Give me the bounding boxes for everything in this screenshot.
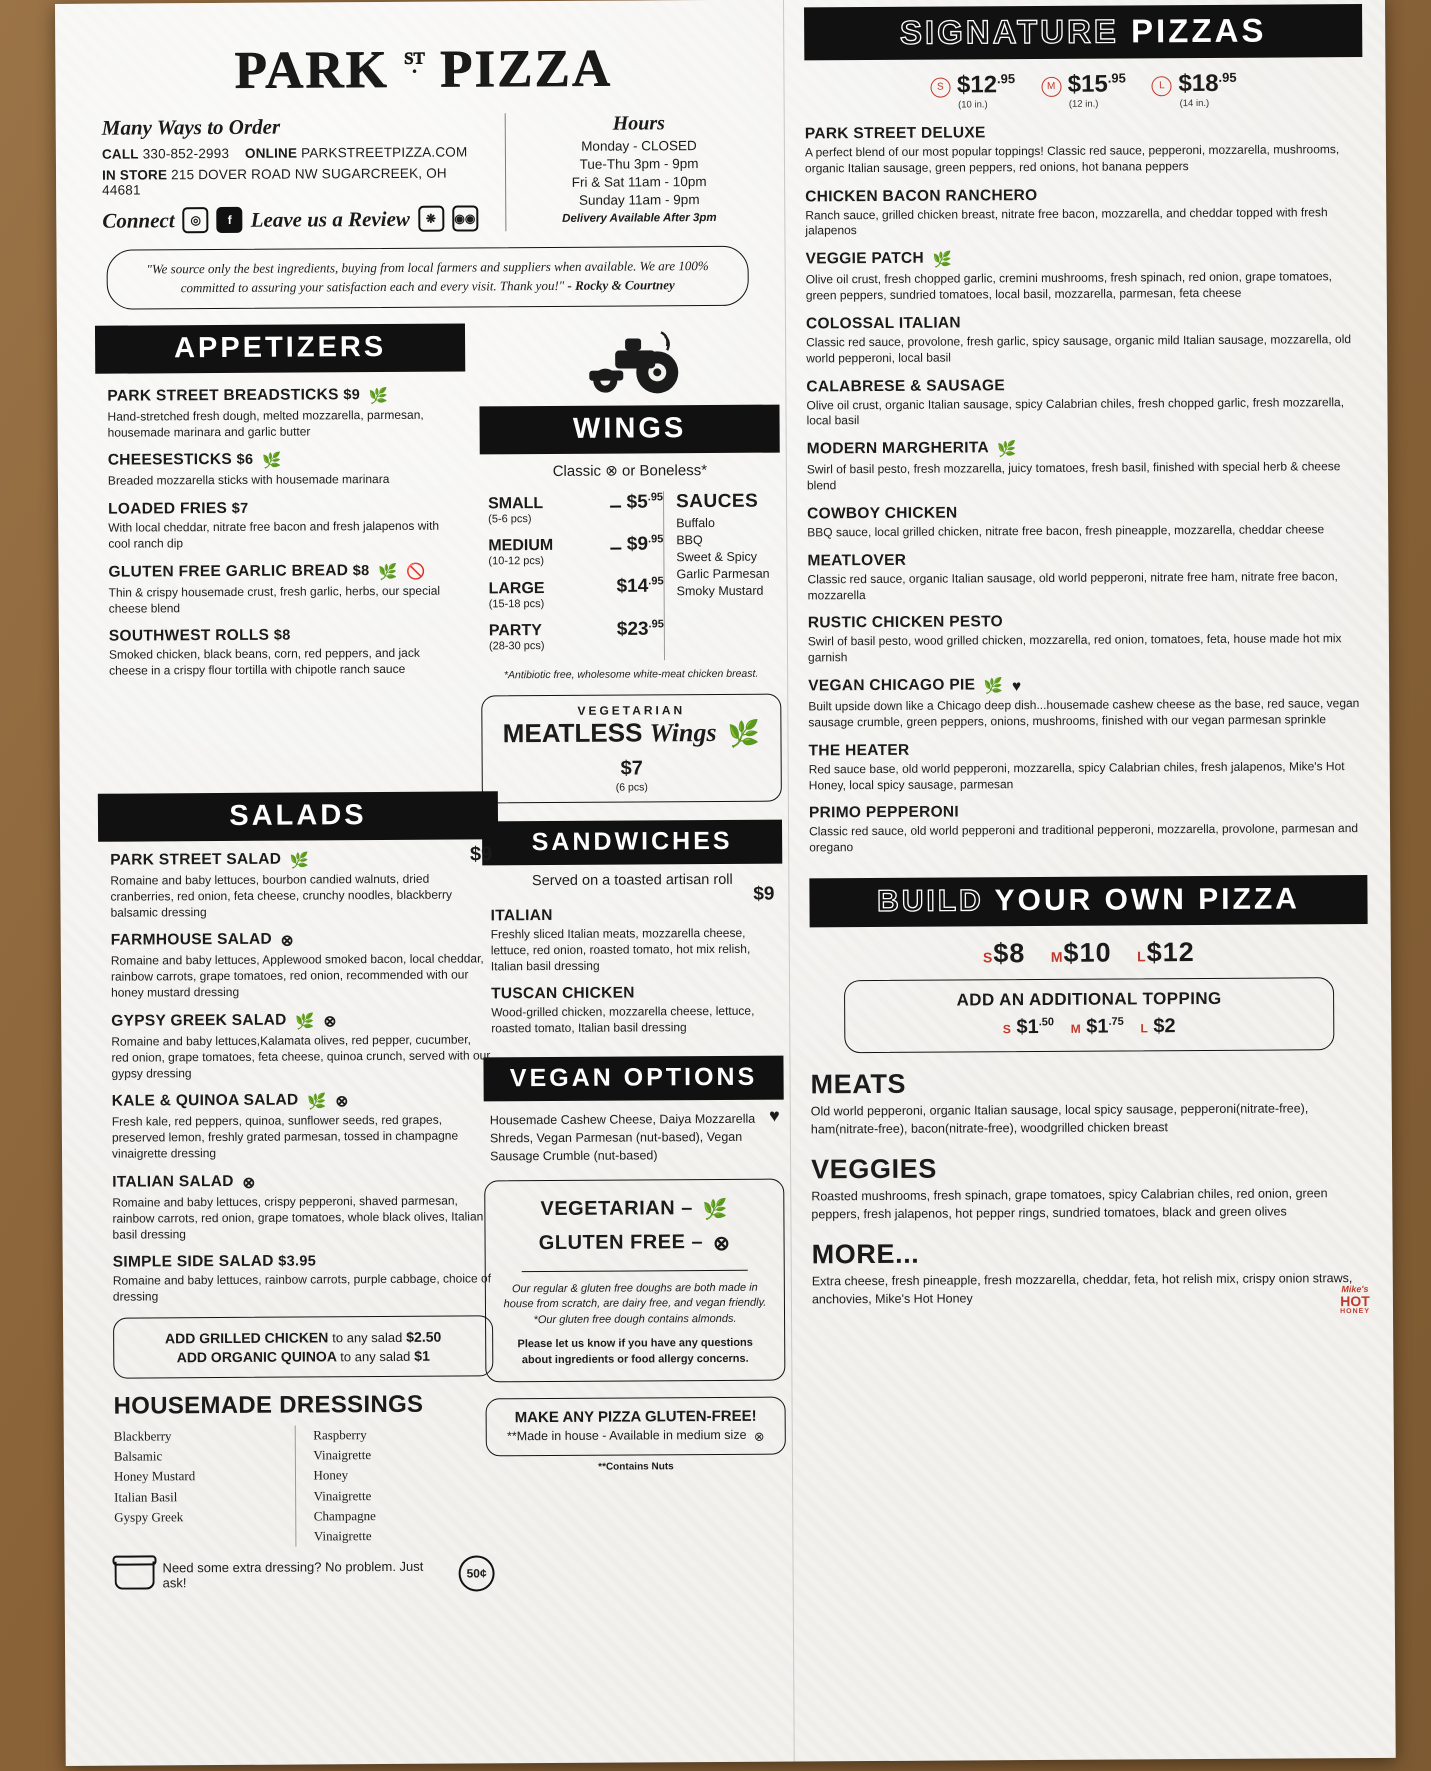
item-price: $3.95: [278, 1253, 317, 1271]
item-name: PRIMO PEPPERONI: [808, 803, 960, 822]
wing-size-row: PARTY (28-30 pcs) $\$23^{.95}$: [488, 617, 664, 653]
vegan-banner: VEGAN OPTIONS: [483, 1056, 783, 1102]
extra-dressing-row: [114, 1555, 494, 1593]
dressings-right: [294, 1424, 494, 1546]
item-name: ITALIAN SALAD: [112, 1172, 234, 1191]
quote-signature: - Rocky & Courtney: [567, 277, 675, 293]
menu-item: [807, 549, 1365, 604]
vegetarian-leaf-icon: 🌿: [307, 1093, 327, 1111]
menu-item: [108, 450, 456, 490]
quote-text: "We source only the best ingredients, buying from local farmers and suppliers when available. We are 100% committed to assuring your satisfaction each and every visit. Thank you!": [146, 258, 709, 296]
menu-item: [491, 984, 777, 1037]
gluten-free-pizza-box: [486, 1397, 786, 1457]
byo-size-letter: M: [1050, 948, 1064, 965]
item-description: Fresh kale, red peppers, quinoa, sunflower seeds, red grapes, preserved lemon, freshly grated parmesan, tossed in champagne vinaigrette dressing: [111, 1113, 459, 1161]
item-name: ITALIAN: [490, 906, 553, 925]
dressing-item: Champagne Vinaigrette: [313, 1507, 376, 1544]
sauce-item: Smoky Mustard: [676, 583, 764, 598]
topping-title: ADD AN ADDITIONAL TOPPING: [956, 988, 1222, 1010]
sauces-title: SAUCES: [676, 490, 759, 512]
menu-item: [805, 185, 1363, 240]
category-title: VEGGIES: [811, 1153, 937, 1185]
salads-banner: SALADS: [98, 791, 498, 841]
restaurant-logo: [63, 38, 783, 102]
item-name: THE HEATER: [808, 741, 910, 760]
vegetarian-leaf-icon: 🌿: [702, 1198, 729, 1221]
category-title: MEATS: [810, 1068, 907, 1100]
item-name: GLUTEN FREE GARLIC BREAD: [108, 562, 349, 581]
vegetarian-key-label: VEGETARIAN –: [540, 1196, 693, 1220]
item-name: GYPSY GREEK SALAD: [111, 1011, 287, 1030]
phone-line: [102, 144, 489, 161]
salads-section: [98, 791, 503, 1593]
wing-size-row: SMALL (5-6 pcs) $\$5^{.95}$: [488, 490, 664, 526]
dressing-cup-icon: [115, 1561, 155, 1589]
wings-section: [465, 321, 786, 1473]
extra-dressing-text: Need some extra dressing? No problem. Just ask!: [162, 1558, 424, 1591]
menu-item: [806, 247, 1364, 304]
menu-item: [110, 849, 490, 921]
meatless-wings-word: Wings: [649, 717, 717, 748]
website-url[interactable]: PARKSTREETPIZZA.COM: [301, 144, 468, 161]
sandwiches-banner: SANDWICHES: [482, 820, 782, 866]
brand-word-2: PIZZA: [439, 39, 613, 99]
byo-size-letter: S: [982, 949, 994, 966]
add-grilled-chicken: ADD GRILLED CHICKEN to any salad $2.50: [164, 1328, 442, 1347]
category-body: Extra cheese, fresh pineapple, fresh mozzarella, cheddar, feta, hot relish mix, crispy onion straws, anchovies, Mike's Hot Honey: [811, 1271, 1353, 1306]
hours-title: Hours: [612, 112, 665, 135]
meatless-vegetarian-label: VEGETARIAN: [577, 703, 686, 718]
gluten-free-icon: ⊗: [280, 933, 294, 951]
tractor-icon: [479, 329, 779, 402]
item-description: Freshly sliced Italian meats, mozzarella cheese, lettuce, red onion, roasted tomato, hot mix relish, Italian basil dressing: [490, 925, 751, 974]
item-name: VEGAN CHICAGO PIE: [808, 676, 976, 695]
item-description: Romaine and baby lettuces, rainbow carrots, purple cabbage, choice of dressing: [112, 1271, 492, 1304]
vegetarian-leaf-icon: 🌿: [289, 852, 310, 870]
leader-line: [610, 548, 621, 550]
item-name: TUSCAN CHICKEN: [491, 984, 635, 1003]
gluten-free-icon: ⊗: [605, 462, 618, 480]
item-name: COLOSSAL ITALIAN: [805, 314, 961, 333]
item-name: PARK STREET SALAD: [110, 850, 282, 869]
size-option: S $\$12^{.95}$ (10 in.): [930, 71, 1015, 111]
signature-title-a: SIGNATURE: [899, 12, 1119, 51]
item-name: SIMPLE SIDE SALAD: [112, 1253, 274, 1272]
item-description: Wood-grilled chicken, mozzarella cheese, lettuce, roasted tomato, Italian basil dressing: [491, 1004, 755, 1036]
left-column: [63, 0, 794, 1766]
allergy-note: Please let us know if you have any questions about ingredients or food allergy concerns.: [517, 1337, 753, 1367]
contains-nuts-note: **Contains Nuts: [598, 1461, 674, 1473]
item-name: MODERN MARGHERITA: [806, 439, 989, 458]
signature-pizza-list: [805, 122, 1367, 856]
dressings-left: [114, 1426, 295, 1548]
vegan-note: Housemade Cashew Cheese, Daiya Mozzarella Shreds, Vegan Parmesan (nut-based), Vegan Sausage Crumble (nut-based): [489, 1111, 756, 1164]
menu-item: [108, 499, 456, 553]
order-info: [102, 113, 506, 233]
header-info: [102, 112, 755, 234]
sauce-item: Garlic Parmesan: [676, 566, 770, 581]
wing-price: 23: [627, 618, 649, 640]
item-description: Olive oil crust, organic Italian sausage, spicy Calabrian chiles, fresh chopped garlic, fresh mozzarella, local basil: [806, 394, 1345, 428]
gf-pizza-headline: MAKE ANY PIZZA GLUTEN-FREE!: [514, 1407, 757, 1427]
size-option: M $\$15^{.95}$ (12 in.): [1041, 70, 1126, 110]
menu-item: [806, 375, 1364, 430]
byo-categories: [810, 1066, 1371, 1316]
wing-size-pcs: (10-12 pcs): [488, 555, 545, 568]
menu-item: [112, 1171, 492, 1243]
hours-line: Monday - CLOSED: [581, 138, 697, 154]
signature-title-b: PIZZAS: [1130, 11, 1267, 50]
vegetarian-leaf-icon: 🌿: [378, 563, 398, 581]
vegan-icon: ♥: [1011, 678, 1022, 696]
yelp-icon[interactable]: ❋: [418, 206, 444, 232]
item-name: VEGGIE PATCH: [805, 250, 925, 268]
hours-line: Fri & Sat 11am - 10pm: [571, 174, 707, 190]
delivery-note: Delivery Available After 3pm: [562, 211, 717, 225]
menu-item: [809, 739, 1367, 794]
sandwiches-served-note: Served on a toasted artisan roll: [531, 871, 733, 890]
menu-item: [807, 437, 1365, 494]
item-description: BBQ sauce, local grilled chicken, nitrate free bacon, fresh pineapple, mozzarella, cheddar cheese: [807, 522, 1325, 540]
dressing-item: Honey Vinaigrette: [313, 1467, 372, 1503]
salads-base-price: $9: [469, 843, 493, 866]
item-name: CHICKEN BACON RANCHERO: [805, 186, 1038, 206]
item-name: CHEESESTICKS: [107, 451, 233, 470]
dressing-item: Honey Mustard: [113, 1468, 196, 1485]
dressing-item: Blackberry Balsamic: [113, 1428, 172, 1464]
item-description: Romaine and baby lettuces, crispy pepperoni, shaved parmesan, rainbow carrots, red onion, grape tomatoes, whole black olives, Italian basil dressing: [112, 1193, 484, 1242]
item-price: $6: [236, 452, 254, 469]
item-price: $8: [352, 562, 370, 580]
instore-label: IN STORE: [102, 167, 168, 183]
glutenfree-key-label: GLUTEN FREE –: [538, 1230, 704, 1254]
menu-item: [111, 1010, 491, 1082]
menu-item: [108, 561, 456, 617]
size-dollars: 12: [970, 71, 998, 99]
item-description: Classic red sauce, old world pepperoni and traditional pepperoni, mozzarella, provolone, parmesan and oregano: [809, 821, 1359, 855]
right-column: [783, 0, 1395, 1762]
item-name: CALABRESE & SAUSAGE: [806, 376, 1006, 396]
gluten-free-icon: 🚫: [406, 563, 427, 581]
menu-item: [113, 1252, 493, 1306]
gluten-free-icon: ⊗: [323, 1013, 337, 1031]
item-name: PARK STREET DELUXE: [804, 124, 986, 143]
menu-item: [808, 611, 1366, 666]
item-name: MEATLOVER: [807, 551, 907, 570]
vegetarian-leaf-icon: 🌿: [261, 452, 282, 471]
divider: [522, 1269, 748, 1271]
vegetarian-glutenfree-box: [484, 1178, 785, 1383]
appetizers-banner: APPETIZERS: [95, 323, 465, 373]
byo-size-letter: L: [1137, 948, 1147, 965]
instagram-icon[interactable]: ◎: [183, 207, 209, 233]
gluten-free-icon: ⊗: [335, 1093, 349, 1111]
item-price: $8: [273, 628, 291, 645]
wing-size-row: LARGE (15-18 pcs) $\$14^{.95}$: [488, 575, 664, 611]
signature-sizes: [804, 69, 1362, 111]
topping-prices: S $\$1^{.50}$ M $\$1^{.75}$ L $2: [1002, 1015, 1176, 1039]
salad-addons-box: [113, 1315, 493, 1378]
online-label: ONLINE: [244, 145, 298, 161]
menu-item: [807, 502, 1365, 541]
item-description: Red sauce base, old world pepperoni, mozzarella, spicy Calabrian chiles, fresh jalapenos, Mike's Hot Honey, local spicy sausage, parmesan: [808, 758, 1345, 792]
vegan-icon: ♥: [769, 1105, 780, 1126]
hours-info: [505, 112, 755, 232]
item-description: Classic red sauce, provolone, fresh garlic, spicy sausage, organic mild Italian sausage, mozzarella, old world pepperoni, local basil: [806, 332, 1352, 366]
leader-line: [610, 506, 621, 508]
wing-sauces: [663, 490, 781, 660]
social-row: [102, 205, 489, 233]
item-description: Olive oil crust, fresh chopped garlic, cremini mushrooms, fresh spinach, red onion, grape tomatoes, green peppers, sundried tomatoes, local basil, mozzarella, parmesan, feta cheese: [805, 269, 1332, 303]
sauce-item: Buffalo: [676, 515, 715, 530]
item-name: COWBOY CHICKEN: [807, 504, 958, 523]
facebook-icon[interactable]: f: [217, 207, 243, 233]
dough-note: Our regular & gluten free doughs are both made in house from scratch, are dairy free, and vegan friendly. *Our gluten free dough contains almonds.: [503, 1281, 767, 1327]
sandwiches-list: [483, 906, 784, 1038]
wing-size-row: MEDIUM (10-12 pcs) $\$9^{.95}$: [488, 533, 664, 568]
item-name: SOUTHWEST ROLLS: [108, 627, 270, 646]
gf-pizza-subline: **Made in house - Available in medium size: [506, 1428, 747, 1444]
item-name: RUSTIC CHICKEN PESTO: [807, 613, 1004, 632]
item-price: $9: [343, 386, 361, 403]
order-title: Many Ways to Order: [101, 114, 281, 140]
street-address: 215 DOVER ROAD NW SUGARCREEK, OH 44681: [102, 165, 447, 198]
connect-label: Connect: [102, 207, 175, 233]
brand-word-1: PARK: [234, 40, 390, 100]
menu-sheet: [55, 0, 1396, 1766]
item-description: Swirl of basil pesto, fresh mozzarella, juicy tomatoes, fresh basil, finished with special herb & cheese blend: [806, 459, 1341, 493]
menu-item: [805, 122, 1363, 177]
byo-title-b: YOUR OWN PIZZA: [994, 882, 1300, 918]
item-description: Swirl of basil pesto, wood grilled chicken, mozzarella, red onion, tomatoes, feta, house made hot mix garnish: [807, 631, 1342, 665]
menu-item: [112, 1091, 492, 1163]
menu-item: [491, 906, 777, 975]
salads-list: [98, 839, 503, 1593]
sauce-item: BBQ: [676, 532, 703, 547]
owner-quote: [107, 246, 749, 310]
byo-banner: [809, 875, 1367, 927]
vegetarian-leaf-icon: 🌿: [983, 678, 1004, 696]
item-description: Breaded mozzarella sticks with housemade marinara: [107, 472, 390, 489]
size-letter: S: [930, 78, 950, 98]
wings-sizes: [480, 491, 664, 661]
size-letter: M: [1041, 77, 1061, 97]
vegetarian-leaf-icon: 🌿: [727, 718, 761, 749]
byo-price: $8: [993, 938, 1026, 969]
size-dollars: 15: [1081, 70, 1108, 98]
size-inches: (14 in.): [1179, 97, 1210, 110]
dressing-item: Italian Basil: [114, 1488, 178, 1505]
byo-title-a: BUILD: [877, 884, 984, 919]
wing-price: 5: [637, 491, 648, 513]
size-option: L $\$18^{.95}$ (14 in.): [1152, 70, 1237, 110]
byo-price: $10: [1063, 937, 1112, 968]
item-description: Classic red sauce, organic Italian sausage, old world pepperoni, nitrate free ham, nitrate free bacon, mozzarella: [807, 568, 1338, 603]
wings-subtitle: Classic ⊗ or Boneless*: [552, 461, 708, 480]
vegetarian-leaf-icon: 🌿: [932, 251, 953, 269]
item-price: $7: [231, 500, 249, 518]
hours-line: Tue-Thu 3pm - 9pm: [579, 156, 699, 172]
menu-item: [109, 626, 457, 680]
item-description: With local cheddar, nitrate free bacon and fresh jalapenos with cool ranch dip: [108, 518, 440, 551]
item-description: Built upside down like a Chicago deep dish...housemade cashew cheese as the base, red sauce, vegan sausage crumble, green peppers, onions, mushrooms, finished with our vegan parmesan sprinkle: [808, 696, 1360, 730]
item-description: Hand-stretched fresh dough, melted mozzarella, parmesan, housemade marinara and garlic butter: [107, 407, 424, 440]
meatless-price: $7: [620, 757, 643, 780]
vegetarian-leaf-icon: 🌿: [996, 441, 1017, 459]
wing-size-pcs: (28-30 pcs): [488, 640, 545, 653]
byo-price: $12: [1146, 937, 1195, 968]
gluten-free-icon: ⊗: [713, 1232, 731, 1255]
sandwiches-price: $9: [753, 883, 775, 905]
wing-size-name: SMALL: [488, 495, 544, 513]
sauce-item: Sweet & Spicy: [676, 549, 758, 564]
item-name: PARK STREET BREADSTICKS: [107, 385, 339, 405]
item-name: KALE & QUINOA SALAD: [111, 1091, 299, 1111]
item-description: Thin & crispy housemade crust, fresh garlic, herbs, our special cheese blend: [108, 583, 441, 616]
size-inches: (12 in.): [1068, 98, 1099, 110]
menu-item: [809, 801, 1367, 856]
wing-size-name: LARGE: [488, 579, 545, 598]
menu-item: [806, 312, 1364, 367]
gluten-free-icon: ⊗: [242, 1174, 256, 1192]
meatless-name: MEATLESS: [502, 717, 643, 749]
meatless-pcs: (6 pcs): [615, 781, 648, 794]
dressing-item: Gyspy Greek: [114, 1508, 184, 1525]
dressings-title: HOUSEMADE DRESSINGS: [113, 1390, 424, 1420]
category-body: Old world pepperoni, organic Italian sausage, local spicy sausage, pepperoni(nitrate-free), ham(nitrate-free), bacon(nitrate-free), woodgrilled chicken breast: [810, 1101, 1309, 1136]
item-description: Romaine and baby lettuces, bourbon candied walnuts, dried cranberries, red onion, feta cheese, crunchy noodles, blackberry balsamic dressing: [110, 871, 453, 920]
byo-prices: [810, 936, 1368, 970]
extra-dressing-price: 50¢: [459, 1555, 495, 1591]
size-dollars: 18: [1191, 69, 1219, 98]
vegetarian-leaf-icon: 🌿: [368, 387, 389, 405]
wing-size-name: PARTY: [488, 622, 542, 640]
meatless-wings-box: [481, 694, 782, 804]
item-description: Romaine and baby lettuces, Applewood smoked bacon, local cheddar, rainbow carrots, grape tomatoes, red onion, recommended with our honey mustard dressing: [110, 951, 484, 1000]
hours-line: Sunday 11am - 9pm: [578, 192, 700, 208]
category-body: Roasted mushrooms, fresh spinach, grape tomatoes, spicy Calabrian chiles, red onion, green peppers, fresh jalapenos, hot pepper rings, sundried tomatoes, black and green olives: [811, 1186, 1328, 1221]
mikes-hot-honey-logo: Mike's HOT HONEY: [1340, 1284, 1371, 1316]
gluten-free-icon: ⊗: [753, 1429, 765, 1444]
tripadvisor-icon[interactable]: ◉◉: [452, 205, 478, 231]
wings-banner: WINGS: [479, 404, 779, 454]
wings-footnote: *Antibiotic free, wholesome white-meat chicken breast.: [503, 667, 759, 682]
wing-size-pcs: (5-6 pcs): [488, 513, 532, 526]
category-title: MORE...: [811, 1238, 920, 1270]
size-inches: (10 in.): [958, 99, 988, 111]
menu-item: [111, 930, 491, 1002]
address-line: [102, 165, 489, 197]
item-description: Romaine and baby lettuces,Kalamata olives, red pepper, cucumber, red onion, grape tomatoes, feta cheese, quinoa crunch, served with our gypsy dressing: [111, 1032, 491, 1081]
wing-price: 14: [627, 576, 649, 598]
item-description: Smoked chicken, black beans, corn, red peppers, and jack cheese in a crispy flour tortilla with chipotle ranch sauce: [108, 646, 420, 678]
vegetarian-leaf-icon: 🌿: [295, 1013, 315, 1031]
item-name: FARMHOUSE SALAD: [110, 931, 273, 950]
signature-section: [784, 4, 1392, 1316]
add-organic-quinoa: ADD ORGANIC QUINOA to any salad $1: [176, 1347, 430, 1366]
menu-item: [808, 674, 1366, 731]
dressing-item: Raspberry Vinaigrette: [313, 1427, 372, 1463]
wing-size-pcs: (15-18 pcs): [488, 597, 545, 611]
additional-topping-box: [844, 977, 1334, 1053]
item-name: LOADED FRIES: [108, 500, 228, 518]
brand-st: ST •: [403, 48, 425, 78]
appetizers-list: [65, 385, 467, 680]
wing-price: 9: [637, 533, 649, 555]
item-description: A perfect blend of our most popular toppings! Classic red sauce, pepperoni, mozzarella, mushrooms, organic Italian sausage, green peppers, red onions, hot banana peppers: [804, 142, 1340, 176]
size-letter: L: [1152, 76, 1172, 96]
phone-number[interactable]: 330-852-2993: [142, 145, 230, 162]
dressings-columns: [114, 1424, 495, 1547]
review-label: Leave us a Review: [250, 206, 410, 232]
wing-size-name: MEDIUM: [488, 537, 554, 555]
signature-banner: [804, 4, 1362, 60]
item-description: Ranch sauce, grilled chicken breast, nitrate free bacon, mozzarella, and cheddar topped with fresh jalapenos: [805, 204, 1328, 238]
call-label: CALL: [101, 146, 139, 162]
menu-item: [107, 385, 455, 441]
